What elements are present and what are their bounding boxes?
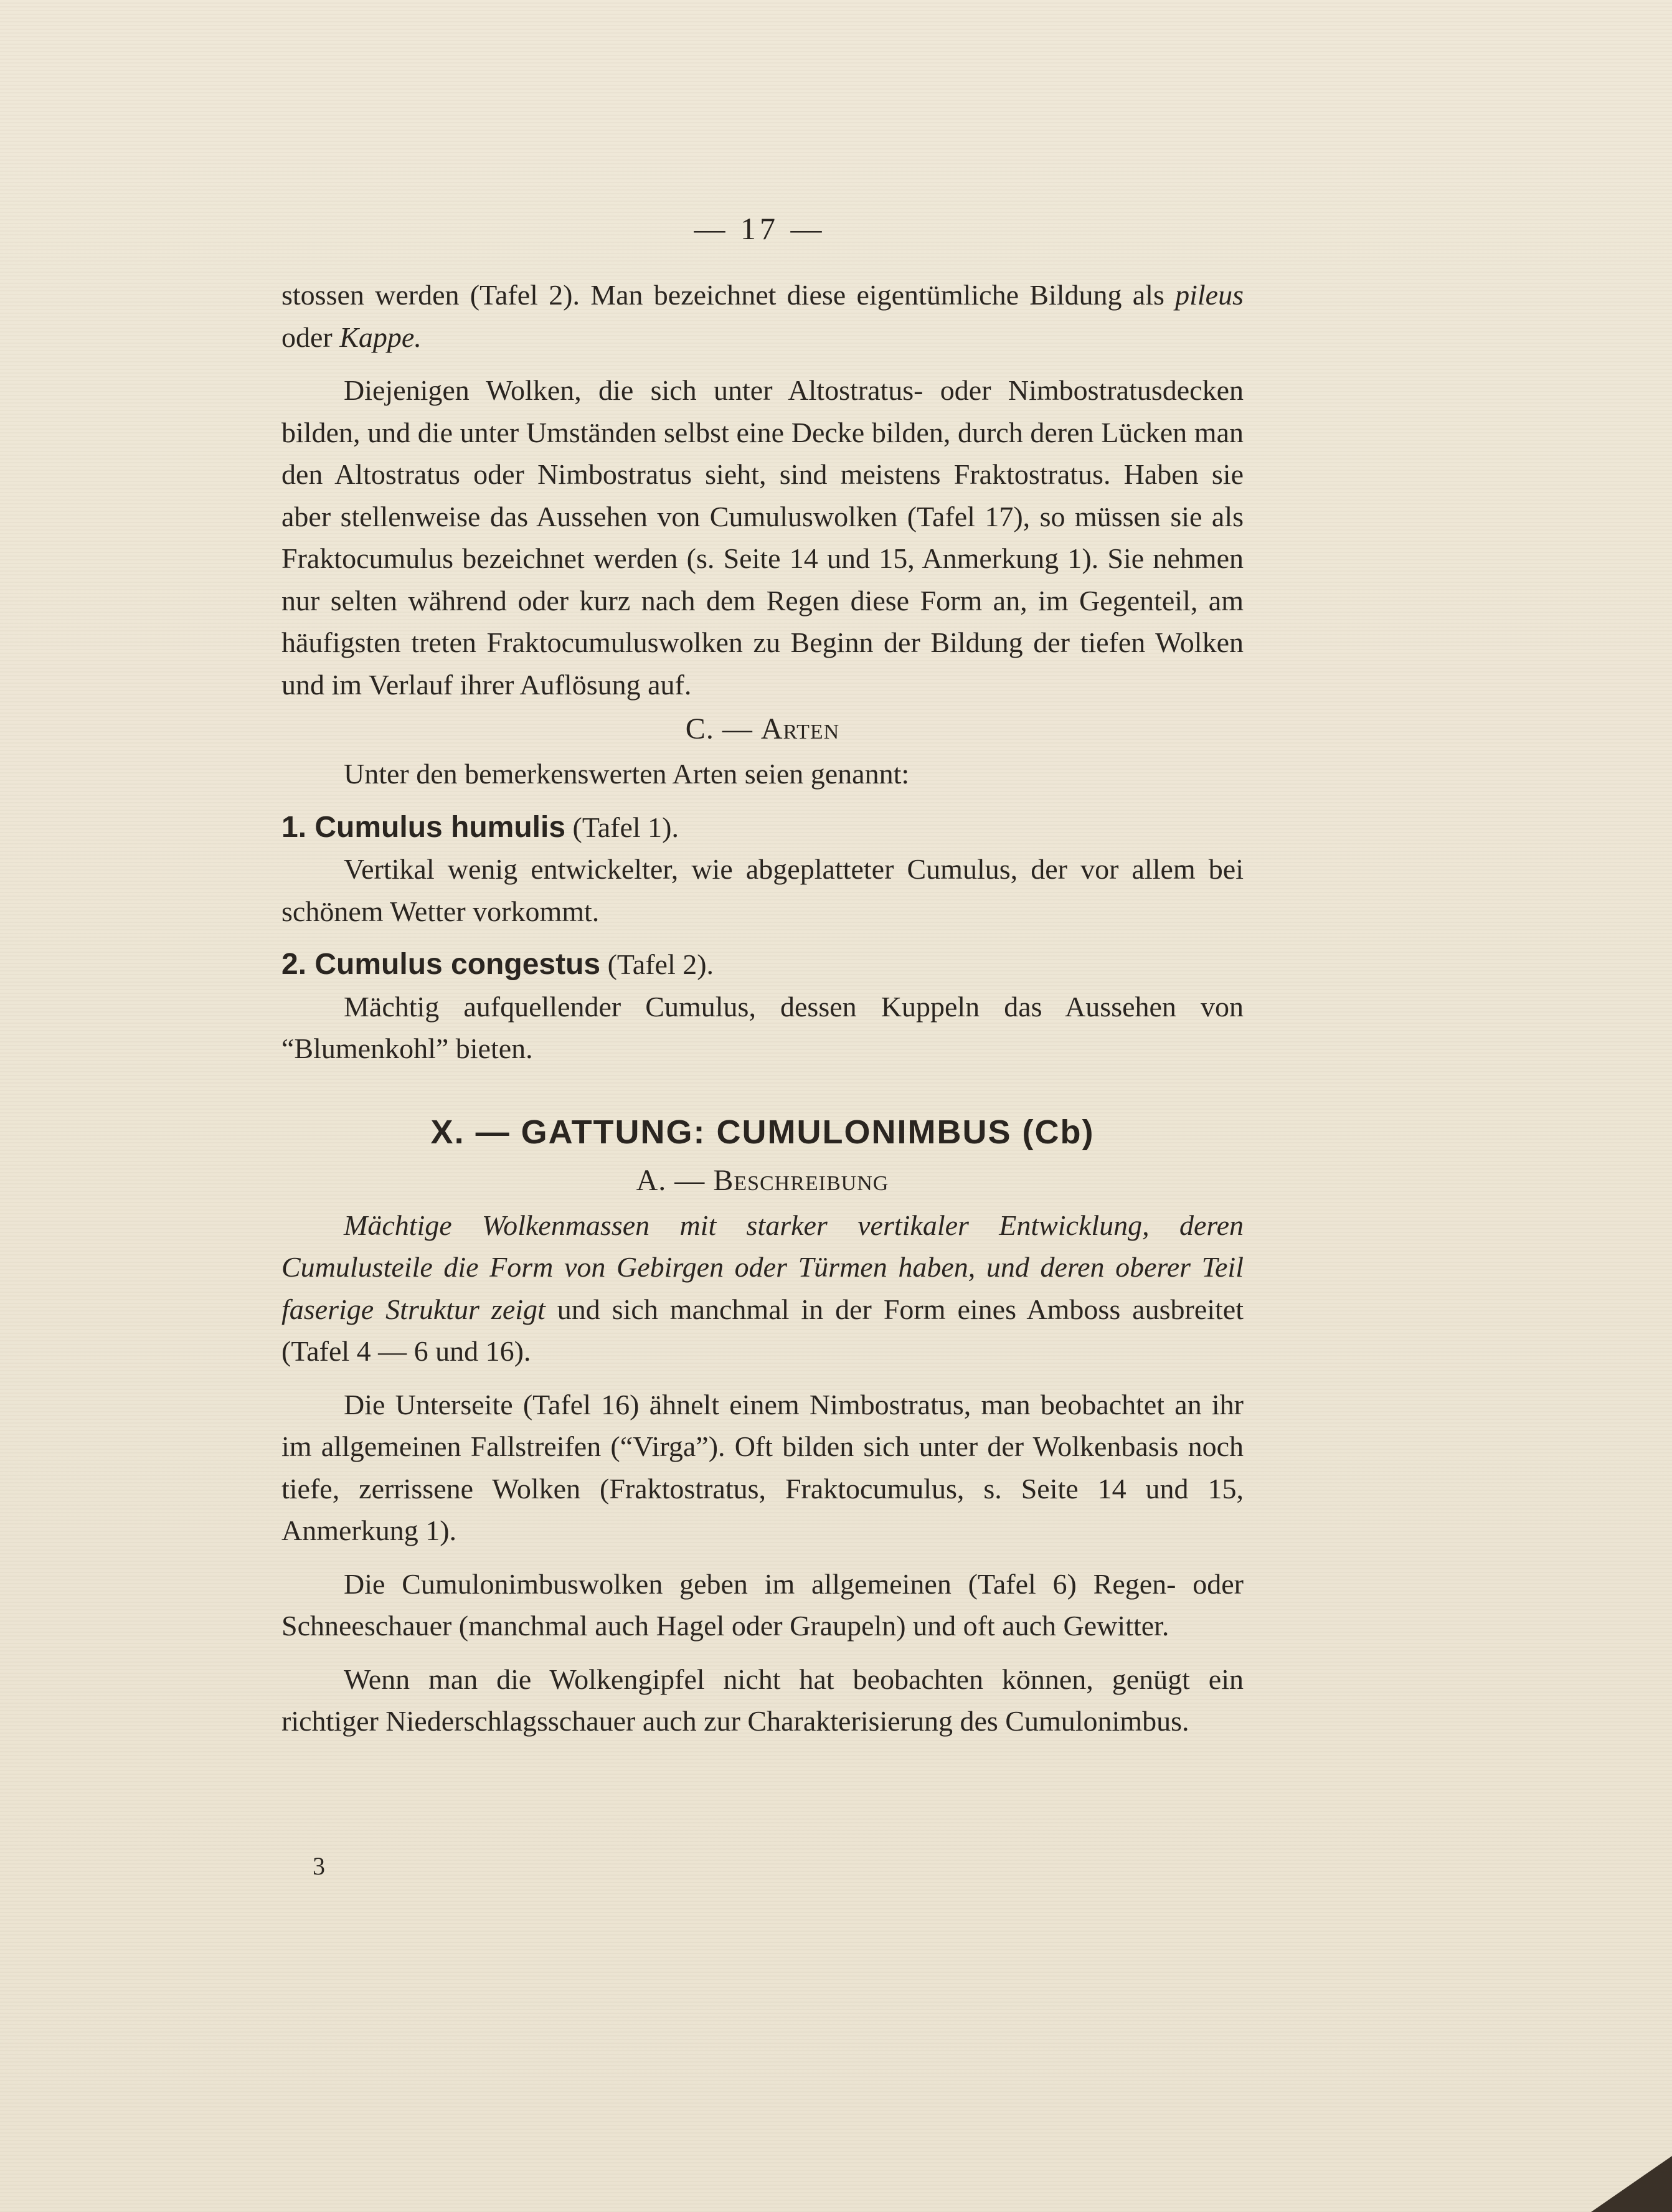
section-heading-beschreibung-title: Beschreibung [713,1163,889,1197]
paragraph-underside: Die Unterseite (Tafel 16) ähnelt einem Nimbostratus, man beobachtet an ihr im allgemeinen Fallstreifen (“Virga”). Oft bilden sich unter der Wolkenbasis noch tiefe, zerrissene Wolken (Fraktostratus, Fraktocumulus, s. Seite 14 und 15, Anmerkung 1). [281,1388,1244,1546]
paragraph-cloud-tops: Wenn man die Wolkengipfel nicht hat beobachten können, genügt ein richtiger Niederschlagsschauer auch zur Charakterisierung des Cumulonimbus. [281,1663,1244,1737]
description-italic: Mächtige Wolkenmassen mit starker vertikaler Entwicklung, deren Cumulusteile die Form von Gebirgen oder Türmen haben, und deren oberer Teil faserige Struktur zeigt [281,1209,1244,1325]
page-number: — 17 — [694,211,826,246]
section-heading-arten-prefix: C. — [685,712,761,745]
section-heading-beschreibung-prefix: A. — [636,1163,714,1197]
description-rest: und sich manchmal in der Form eines Amboss ausbreitet (Tafel 4 — 6 und 16). [281,1293,1244,1367]
species-heading-congestus [281,943,1244,986]
species-ref-humulis: (Tafel 1). [565,811,679,843]
paragraph-pileus-or: oder [281,321,340,353]
paragraph-fraktostratus: Diejenigen Wolken, die sich unter Altostratus- oder Nimbostratusdecken bilden, und die unter Umständen selbst eine Decke bilden, durch deren Lücken man den Altostratus oder Nimbostratus sieht, sind meistens Fraktostratus. Haben sie aber stellenweise das Aussehen von Cumuluswolken (Tafel 17), so müssen sie als Fraktocumulus bezeichnet werden (s. Seite 14 und 15, Anmerkung 1). Sie nehmen nur selten während oder kurz nach dem Regen diese Form an, im Gegenteil, am häufigsten treten Fraktocumuluswolken zu Beginn der Bildung der tiefen Wolken und im Verlauf ihrer Auflösung auf. [281,374,1244,701]
paragraph-precipitation: Die Cumulonimbuswolken geben im allgemeinen (Tafel 6) Regen- oder Schneeschauer (manchmal auch Hagel oder Graupeln) und oft auch Gewitter. [281,1567,1244,1642]
species-heading-humulis [281,806,1244,849]
species-text-congestus: Mächtig aufquellender Cumulus, dessen Kuppeln das Aussehen von “Blumenkohl” bieten. [281,990,1244,1064]
term-kappe: Kappe. [339,321,422,353]
species-name-congestus: 2. Cumulus congestus [281,948,601,981]
term-pileus: pileus [1175,279,1244,311]
section-heading-arten [281,706,1244,753]
signature-mark: 3 [313,1852,325,1880]
arten-intro: Unter den bemerkenswerten Arten seien genannt: [344,758,910,790]
species-text-humulis: Vertikal wenig entwickelter, wie abgeplatteter Cumulus, der vor allem bei schönem Wetter vorkommt. [281,853,1244,927]
paragraph-pileus [281,274,1244,358]
paragraph-pileus-text: stossen werden (Tafel 2). Man bezeichnet diese eigentümliche Bildung als [281,279,1176,311]
species-ref-congestus: (Tafel 2). [600,948,714,980]
section-heading-arten-title: Arten [760,712,840,745]
page-corner-shadow [1591,2156,1672,2212]
text-block [281,274,1244,1742]
genus-heading: X. — GATTUNG: CUMULONIMBUS (Cb) [430,1113,1095,1151]
paragraph-description [281,1204,1244,1373]
species-name-humulis: 1. Cumulus humulis [281,810,566,844]
section-heading-beschreibung [281,1157,1244,1204]
